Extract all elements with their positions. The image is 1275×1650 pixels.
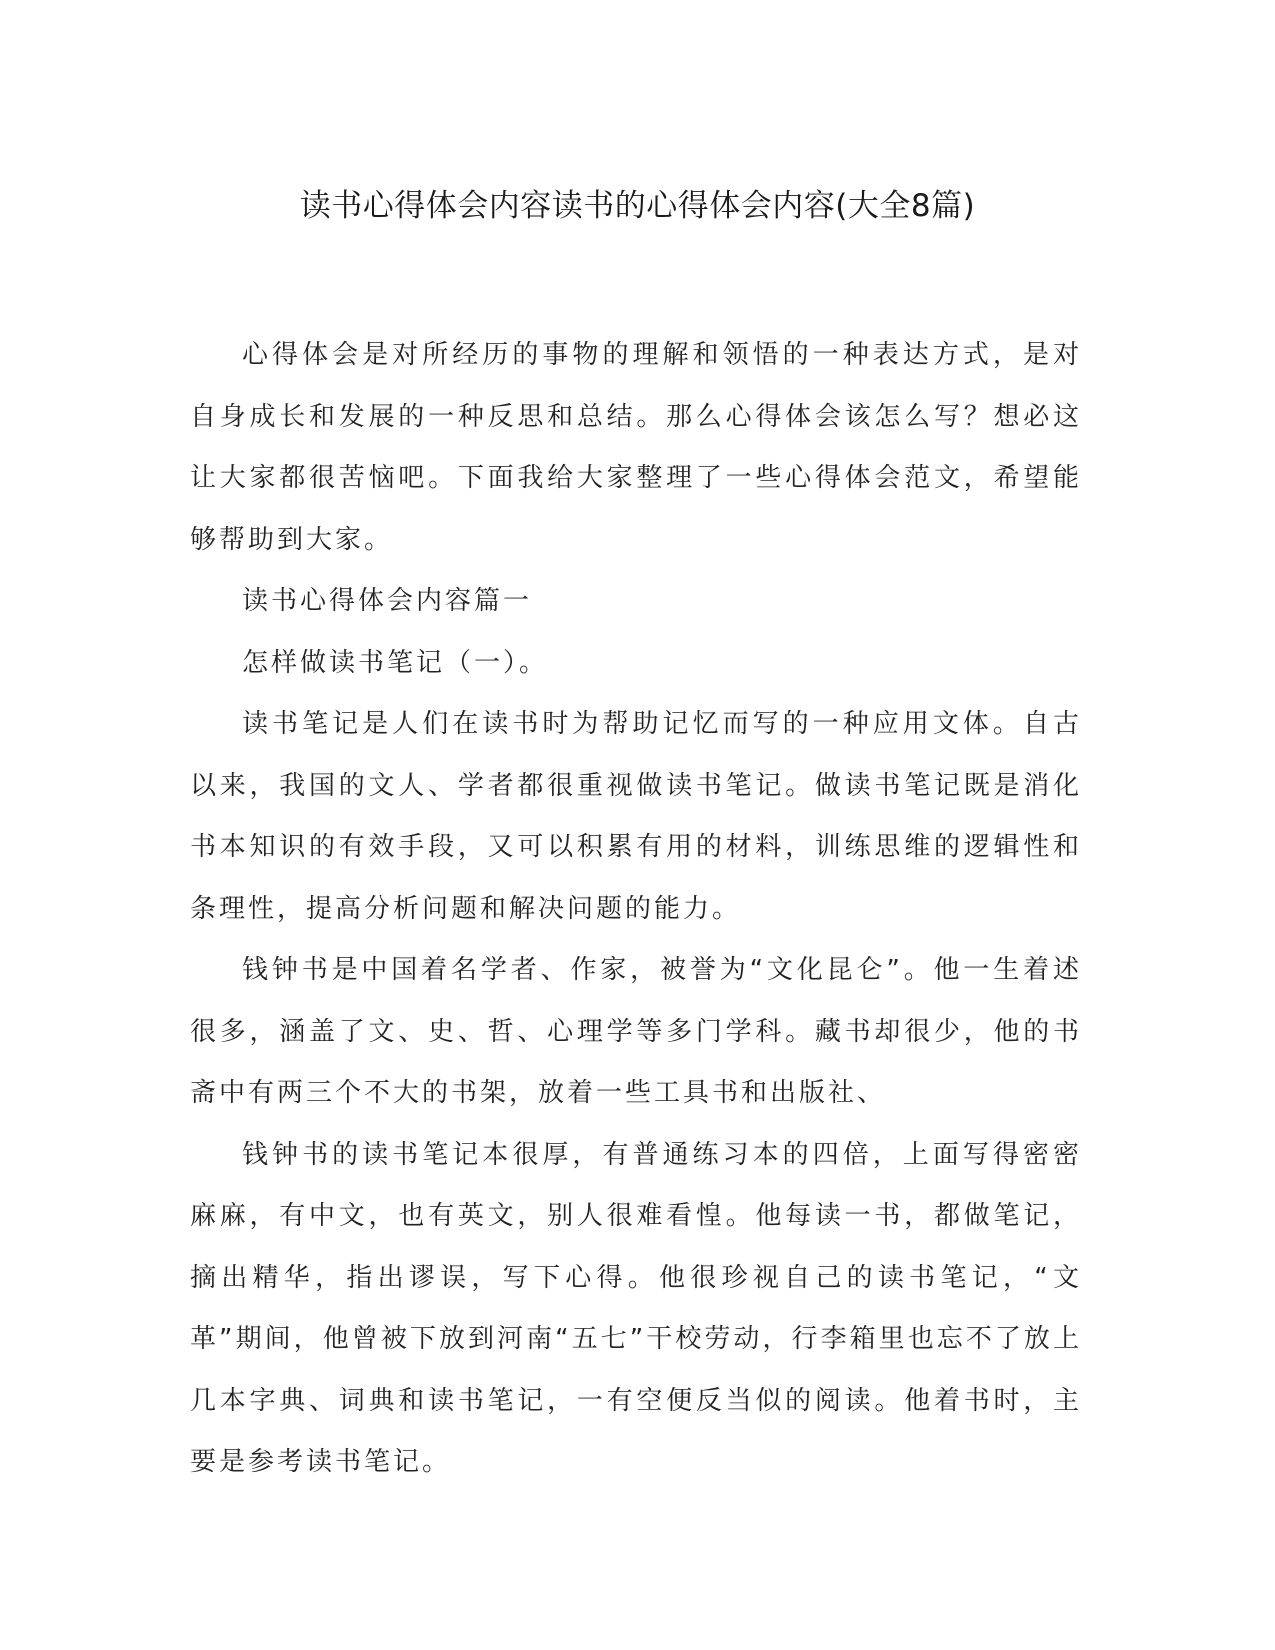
subsection-heading: 怎样做读书笔记（一）。: [242, 647, 549, 678]
document-body: [190, 325, 1082, 1494]
section-heading: 读书心得体会内容篇一: [242, 586, 533, 616]
body-paragraph: 钱钟书的读书笔记本很厚，有普通练习本的四倍，上面写得密密麻麻，有中文，也有英文，别人很难看惶。他每读一书，都做笔记，摘出精华，指出谬误，写下心得。他很珍视自己的读书笔记，“文革”期间，他曾被下放到河南“五七”干校劳动，行李箱里也忘不了放上几本字典、词典和读书笔记，一有空便反当似的阅读。他着书时，主要是参考读书笔记。: [190, 1139, 1082, 1477]
document-title: 读书心得体会内容读书的心得体会内容(大全8篇): [299, 188, 976, 224]
body-paragraph: 钱钟书是中国着名学者、作家，被誉为“文化昆仑”。他一生着述很多，涵盖了文、史、哲、心理学等多门学科。藏书却很少，他的书斋中有两三个不大的书架，放着一些工具书和出版社、: [190, 955, 1082, 1108]
body-paragraph: 读书笔记是人们在读书时为帮助记忆而写的一种应用文体。自古以来，我国的文人、学者都很重视做读书笔记。做读书笔记既是消化书本知识的有效手段，又可以积累有用的材料，训练思维的逻辑性和条理性，提高分析问题和解决问题的能力。: [190, 709, 1082, 924]
intro-paragraph: 心得体会是对所经历的事物的理解和领悟的一种表达方式，是对自身成长和发展的一种反思和总结。那么心得体会该怎么写？想必这让大家都很苦恼吧。下面我给大家整理了一些心得体会范文，希望能够帮助到大家。: [190, 340, 1082, 555]
